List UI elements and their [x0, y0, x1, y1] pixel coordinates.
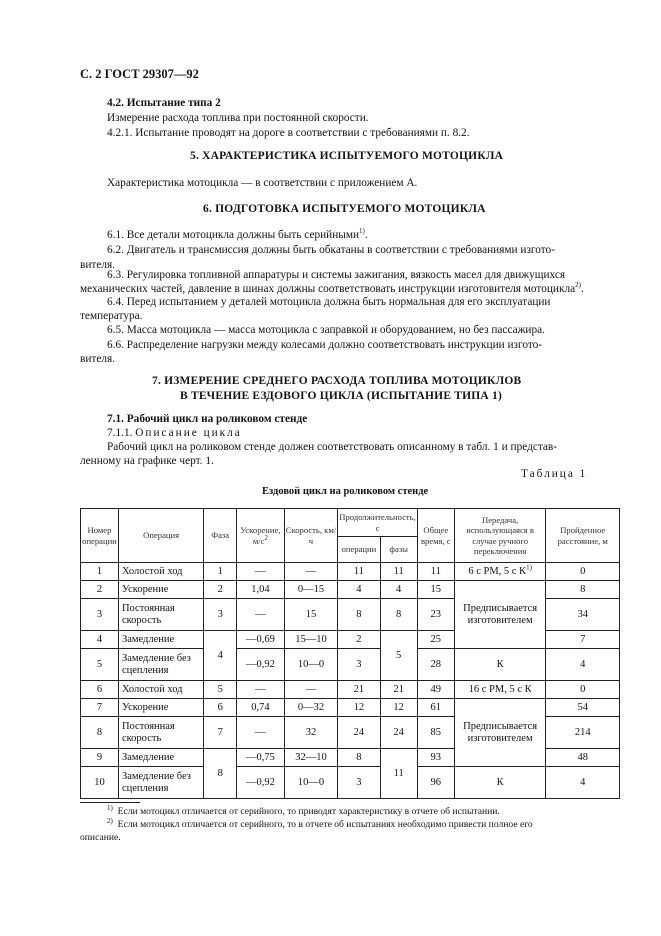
- section-6-2-line2: вителя.: [80, 259, 115, 271]
- page-header: С. 2 ГОСТ 29307—92: [80, 67, 199, 81]
- cell-total-time: 85: [417, 717, 454, 749]
- cell-phase: 6: [204, 699, 237, 717]
- section-7-1-title: 7.1. Рабочий цикл на роликовом стенде: [107, 413, 308, 425]
- cell-total-time: 11: [417, 563, 454, 581]
- section-7-1-1-text-line2: ленному на графике черт. 1.: [80, 455, 214, 467]
- header-total-time: Общее время, с: [417, 509, 454, 563]
- cell-duration-phase: 4: [380, 581, 417, 599]
- cell-duration-phase: 21: [380, 681, 417, 699]
- section-6-6-line2: вителя.: [80, 353, 115, 365]
- cell-phase: 7: [204, 717, 237, 749]
- cell-acceleration: —0,75: [237, 749, 285, 767]
- cell-distance: 54: [546, 699, 620, 717]
- cell-duration-operation: 24: [338, 717, 380, 749]
- cell-distance: 214: [546, 717, 620, 749]
- cell-number: 10: [81, 767, 119, 799]
- cell-total-time: 28: [417, 649, 454, 681]
- cell-duration-operation: 11: [338, 563, 380, 581]
- cell-gear: К: [454, 649, 546, 681]
- cell-gear-manufacturer: Предписывается изготовителем: [454, 581, 546, 649]
- cell-distance: 4: [546, 767, 620, 799]
- cell-number: 2: [81, 581, 119, 599]
- section-6-4-line1: 6.4. Перед испытанием у деталей мотоцикла должна быть нормальная для его эксплуатации: [107, 296, 551, 308]
- cell-speed: 15: [284, 599, 338, 631]
- cell-acceleration: —0,69: [237, 631, 285, 649]
- cell-phase: 5: [204, 681, 237, 699]
- cell-distance: 0: [546, 563, 620, 581]
- section-6-5: 6.5. Масса мотоцикла — масса мотоцикла с заправкой и оборудованием, но без пассажира.: [107, 324, 545, 336]
- cell-acceleration: —: [237, 717, 285, 749]
- cell-acceleration: 0,74: [237, 699, 285, 717]
- cell-duration-phase: 5: [380, 631, 417, 681]
- table-caption: Ездовой цикл на роликовом стенде: [262, 486, 429, 497]
- table-row: [81, 581, 620, 599]
- header-number: Номер операции: [81, 509, 119, 563]
- cell-speed: 32: [284, 717, 338, 749]
- cell-number: 6: [81, 681, 119, 699]
- cell-phase: 3: [204, 599, 237, 631]
- section-6-2-line1: 6.2. Двигатель и трансмиссия должны быть обкатаны в соответствии с требованиями изгото-: [107, 244, 555, 256]
- section-6-1: 6.1. Все детали мотоцикла должны быть серийными$^{1)}$.: [107, 227, 368, 241]
- cell-phase: 8: [204, 749, 237, 799]
- cell-number: 8: [81, 717, 119, 749]
- cell-acceleration: 1,04: [237, 581, 285, 599]
- cell-duration-operation: 8: [338, 599, 380, 631]
- table-row: [81, 563, 620, 581]
- cell-distance: 0: [546, 681, 620, 699]
- section-6-3-line2: механических частей, давление в шинах должны соответствовать инструкции изготовителя мотоцикла$^{2)}$.: [80, 281, 584, 295]
- section-7-1-1-text-line1: Рабочий цикл на роликовом стенде должен соответствовать описанному в табл. 1 и представ-: [107, 441, 558, 453]
- cell-gear: 6 с РМ, 5 с $К^{1)}$: [454, 563, 546, 581]
- cell-duration-operation: 3: [338, 767, 380, 799]
- cell-duration-operation: 8: [338, 749, 380, 767]
- cell-duration-phase: 24: [380, 717, 417, 749]
- section-7-1-1-title: 7.1.1. Описание цикла: [107, 427, 242, 439]
- header-phase: Фаза: [204, 509, 237, 563]
- cell-operation: Замедление без сцепления: [118, 767, 203, 799]
- section-4-2-text: Измерение расхода топлива при постоянной скорости.: [107, 112, 369, 124]
- table-row: [81, 681, 620, 699]
- cell-acceleration: —: [237, 563, 285, 581]
- cell-distance: 48: [546, 749, 620, 767]
- header-distance: Пройденное расстояние, м: [546, 509, 620, 563]
- cell-acceleration: —: [237, 681, 285, 699]
- section-6-title: 6. ПОДГОТОВКА ИСПЫТУЕМОГО МОТОЦИКЛА: [203, 203, 486, 215]
- cell-acceleration: —0,92: [237, 767, 285, 799]
- section-5-text: Характеристика мотоцикла — в соответствии с приложением А.: [107, 177, 418, 189]
- section-6-6-line1: 6.6. Распределение нагрузки между колесами должно соответствовать инструкции изгото-: [107, 339, 543, 351]
- cell-total-time: 93: [417, 749, 454, 767]
- cell-gear-manufacturer: Предписывается изготовителем: [454, 699, 546, 767]
- cell-total-time: 49: [417, 681, 454, 699]
- cell-operation: Холостой ход: [118, 681, 203, 699]
- cell-speed: 0—32: [284, 699, 338, 717]
- cell-distance: 4: [546, 649, 620, 681]
- cell-duration-phase: 11: [380, 563, 417, 581]
- cell-duration-operation: 12: [338, 699, 380, 717]
- cell-number: 1: [81, 563, 119, 581]
- cell-speed: 15—10: [284, 631, 338, 649]
- cell-speed: —: [284, 563, 338, 581]
- cell-operation: Замедление: [118, 749, 203, 767]
- cell-operation: Ускорение: [118, 699, 203, 717]
- cell-phase: 1: [204, 563, 237, 581]
- cell-total-time: 23: [417, 599, 454, 631]
- driving-cycle-table: [80, 508, 620, 799]
- cell-total-time: 25: [417, 631, 454, 649]
- footnote-2-line1: $^{2)}$ Если мотоцикл отличается от серийного, то в отчете об испытаниях необходимо привести полное его: [107, 816, 533, 830]
- cell-number: 3: [81, 599, 119, 631]
- footnote-1: $^{1)}$ Если мотоцикл отличается от серийного, то приводят характеристику в отчете об испытании.: [107, 803, 500, 817]
- cell-phase: 2: [204, 581, 237, 599]
- cell-duration-operation: 2: [338, 631, 380, 649]
- table-label: Таблица 1: [521, 468, 588, 480]
- cell-duration-operation: 4: [338, 581, 380, 599]
- cell-operation: Замедление: [118, 631, 203, 649]
- cell-operation: Холостой ход: [118, 563, 203, 581]
- header-acceleration: Ускорение, $м/с^2$: [237, 509, 285, 563]
- cell-acceleration: —0,92: [237, 649, 285, 681]
- cell-total-time: 15: [417, 581, 454, 599]
- cell-speed: 0—15: [284, 581, 338, 599]
- cell-operation: Ускорение: [118, 581, 203, 599]
- cell-total-time: 61: [417, 699, 454, 717]
- header-gear: Передача, использующаяся в случае ручного переключения: [454, 509, 546, 563]
- cell-speed: —: [284, 681, 338, 699]
- cell-number: 4: [81, 631, 119, 649]
- table-row: [81, 767, 620, 799]
- cell-distance: 7: [546, 631, 620, 649]
- section-6-4-line2: температура.: [80, 310, 143, 322]
- cell-operation: Постоянная скорость: [118, 599, 203, 631]
- cell-speed: 10—0: [284, 767, 338, 799]
- cell-duration-operation: 21: [338, 681, 380, 699]
- header-operation: Операция: [118, 509, 203, 563]
- cell-gear: 16 с РМ, 5 с К: [454, 681, 546, 699]
- table-row: [81, 649, 620, 681]
- cell-distance: 8: [546, 581, 620, 599]
- cell-duration-operation: 3: [338, 649, 380, 681]
- cell-number: 7: [81, 699, 119, 717]
- cell-duration-phase: 12: [380, 699, 417, 717]
- section-7-title-line1: 7. ИЗМЕРЕНИЕ СРЕДНЕГО РАСХОДА ТОПЛИВА МОТОЦИКЛОВ: [152, 375, 522, 387]
- section-5-title: 5. ХАРАКТЕРИСТИКА ИСПЫТУЕМОГО МОТОЦИКЛА: [190, 150, 504, 162]
- cell-duration-phase: 8: [380, 599, 417, 631]
- header-duration: Продолжительность, с: [338, 509, 417, 537]
- footnote-2-line2: описание.: [80, 832, 121, 843]
- cell-speed: 10—0: [284, 649, 338, 681]
- cell-gear: К: [454, 767, 546, 799]
- header-duration-phase: фазы: [380, 537, 417, 563]
- header-duration-operation: операции: [338, 537, 380, 563]
- section-4-2-title: 4.2. Испытание типа 2: [107, 97, 221, 109]
- cell-operation: Постоянная скорость: [118, 717, 203, 749]
- cell-distance: 34: [546, 599, 620, 631]
- cell-number: 9: [81, 749, 119, 767]
- section-4-2-1-text: 4.2.1. Испытание проводят на дороге в соответствии с требованиями п. 8.2.: [107, 127, 470, 139]
- header-speed: Скорость, км/ч: [284, 509, 338, 563]
- cell-duration-phase: 11: [380, 749, 417, 799]
- table-row: [81, 699, 620, 717]
- cell-number: 5: [81, 649, 119, 681]
- cell-acceleration: —: [237, 599, 285, 631]
- cell-total-time: 96: [417, 767, 454, 799]
- cell-operation: Замедление без сцепления: [118, 649, 203, 681]
- cell-phase: 4: [204, 631, 237, 681]
- section-6-3-line1: 6.3. Регулировка топливной аппаратуры и системы зажигания, вязкость масел для движущихся: [107, 269, 566, 281]
- section-7-title-line2: В ТЕЧЕНИЕ ЕЗДОВОГО ЦИКЛА (ИСПЫТАНИЕ ТИПА 1): [180, 390, 502, 402]
- cell-speed: 32—10: [284, 749, 338, 767]
